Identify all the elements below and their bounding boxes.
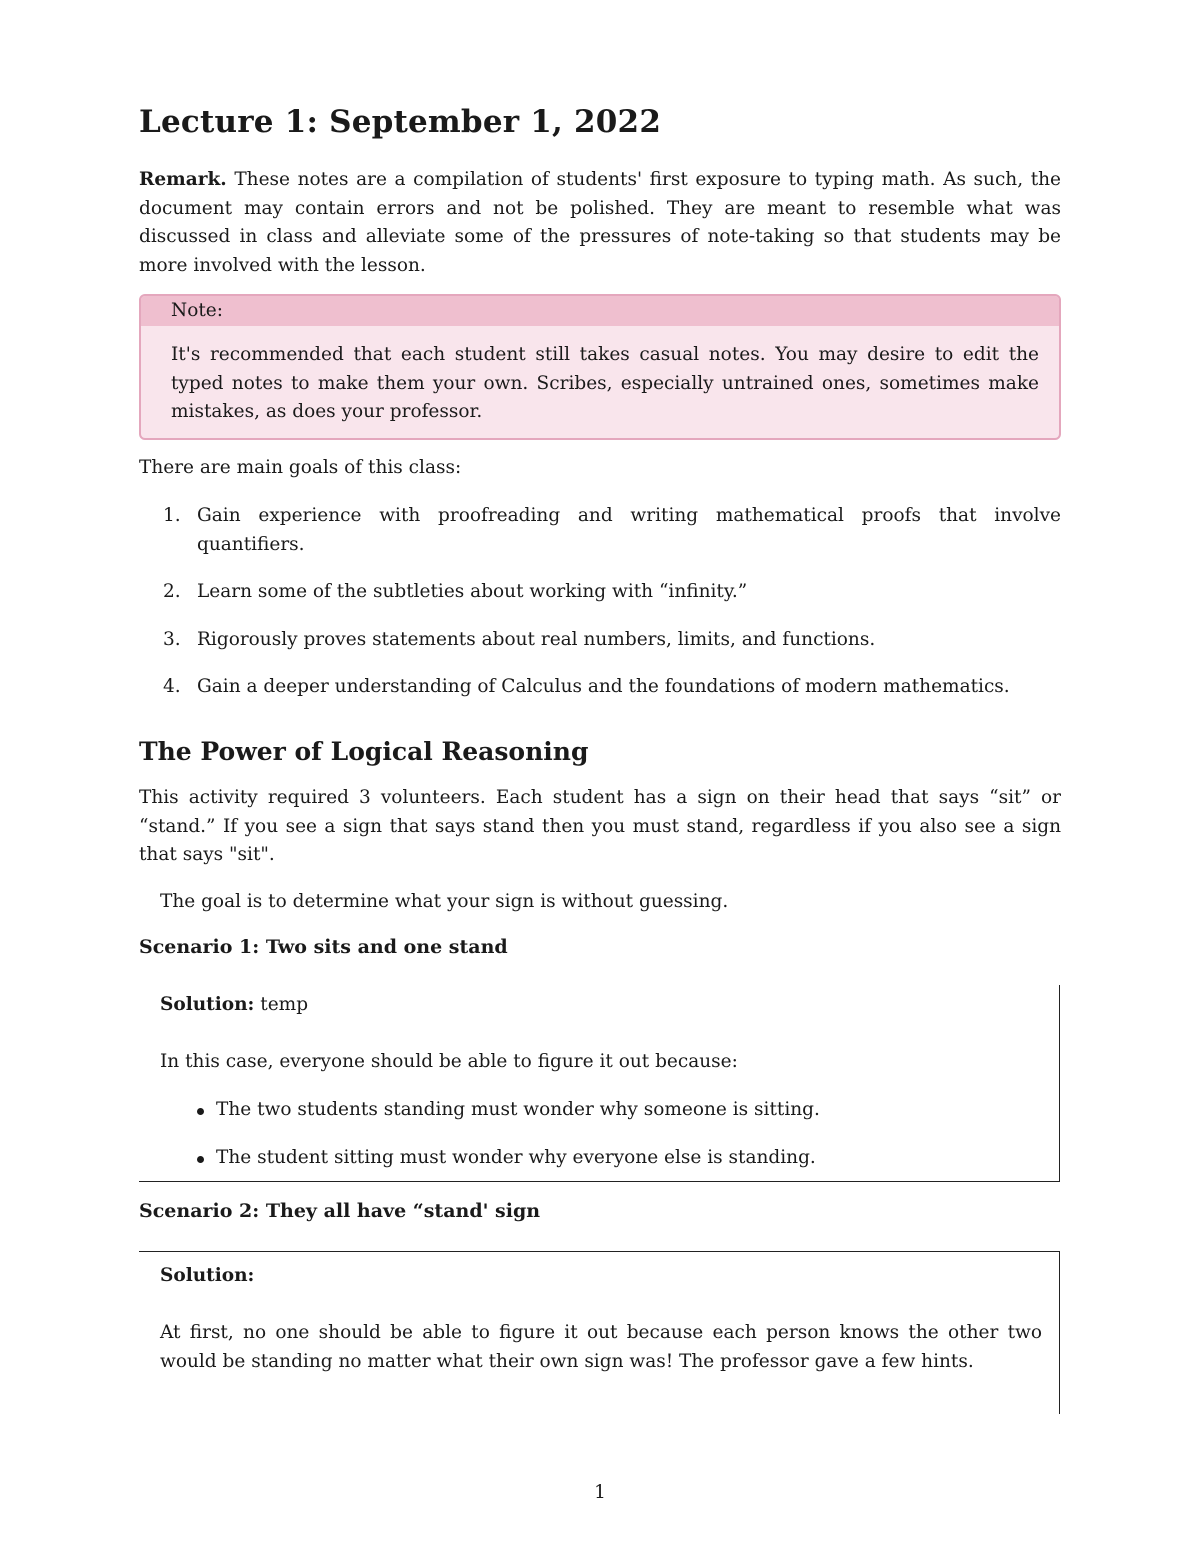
scenario-2-text: At first, no one should be able to figure it out because each person knows the other two would be standing no matter what their own sign was! The professor gave a few hints. — [160, 1322, 1042, 1372]
goal-paragraph: The goal is to determine what your sign is without guessing. — [160, 891, 729, 912]
bullet-text: The two students standing must wonder why someone is sitting. — [216, 1099, 820, 1120]
remark-label: Remark. — [139, 169, 227, 190]
note-box — [139, 294, 1061, 440]
scenario-2-solution-label — [160, 1262, 254, 1291]
remark-text: These notes are a compilation of students' first exposure to typing math. As such, the document may contain errors and not be polished. They are meant to resemble what was discussed in class and alleviate some of the pressures of note-taking so that students may be more involved with the lesson. — [139, 169, 1061, 276]
scenario-1-solution-line — [160, 991, 308, 1020]
goal-text: Gain experience with proofreading and writing mathematical proofs that involve quantifiers. — [197, 505, 1061, 555]
goal-number: 1. — [163, 505, 181, 526]
goal-number: 4. — [163, 676, 181, 697]
bullet-dot-icon — [197, 1156, 204, 1163]
scenario-1-intro: In this case, everyone should be able to figure it out because: — [160, 1051, 738, 1072]
activity-paragraph: This activity required 3 volunteers. Each student has a sign on their head that says “sit” or “stand.” If you see a sign that says stand then you must stand, regardless if you also see a sign that says "sit". — [139, 787, 1061, 865]
page-number: 1 — [594, 1482, 606, 1503]
scenario-1-title: Scenario 1: Two sits and one stand — [139, 936, 508, 958]
goal-number: 3. — [163, 629, 181, 650]
goal-number: 2. — [163, 581, 181, 602]
goal-text: Rigorously proves statements about real numbers, limits, and functions. — [197, 629, 876, 650]
solution-text: temp — [260, 994, 309, 1015]
scenario-1-solution-box — [139, 985, 1060, 1182]
goal-text: Gain a deeper understanding of Calculus and the foundations of modern mathematics. — [197, 676, 1010, 697]
section-title: The Power of Logical Reasoning — [139, 737, 589, 766]
goals-intro: There are main goals of this class: — [139, 457, 462, 478]
lecture-title: Lecture 1: September 1, 2022 — [139, 104, 662, 140]
solution-label: Solution: — [160, 994, 255, 1015]
scenario-2-title: Scenario 2: They all have “stand' sign — [139, 1200, 541, 1222]
bullet-dot-icon — [197, 1108, 204, 1115]
note-header: Note: — [141, 296, 1059, 326]
bullet-text: The student sitting must wonder why everyone else is standing. — [216, 1147, 816, 1168]
scenario-2-solution-box — [139, 1251, 1060, 1414]
goal-text: Learn some of the subtleties about working with “infinity.” — [197, 581, 748, 602]
remark-paragraph — [139, 166, 1061, 280]
note-body: It's recommended that each student still takes casual notes. You may desire to edit the typed notes to make them your own. Scribes, especially untrained ones, sometimes make mistakes, as does your professor. — [171, 344, 1039, 422]
solution-label: Solution: — [160, 1265, 255, 1286]
